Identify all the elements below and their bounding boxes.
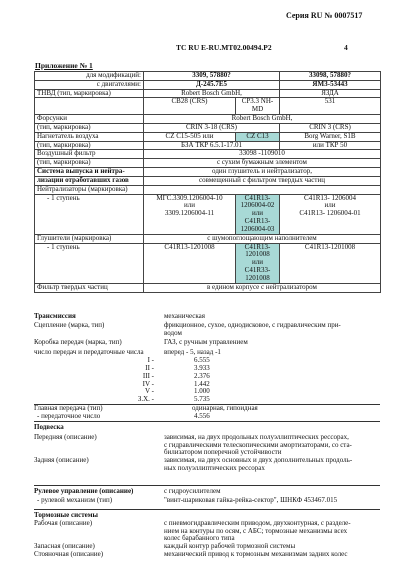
row-label: - 1 ступень: [35, 194, 144, 234]
row-label: Нейтрализаторы (маркировка): [35, 185, 144, 194]
engine-spec-table: [34, 71, 381, 293]
gearbox-value: ГАЗ, с ручным управлением: [164, 338, 248, 347]
gear-num: I -: [147, 356, 154, 365]
row-label: Система выпуска и нейтра-: [35, 168, 144, 177]
main-gear-label: Главная передача (тип): [34, 404, 103, 413]
main-ratio-value: 4.556: [194, 411, 210, 420]
steering-mech-label: - рулевой механизм (тип): [37, 495, 113, 504]
cell: 33098 -1109010: [144, 150, 381, 159]
gear-num: IV -: [142, 379, 154, 388]
row-label: (тип, маркировка): [35, 123, 144, 132]
gear-num: V -: [144, 387, 154, 396]
spare-brake-label: Запасная (описание): [34, 542, 95, 551]
cell: Robert Bosch GmbH,: [144, 115, 381, 124]
clutch-label: Сцепление (марка, тип): [34, 320, 105, 329]
certificate-number: ТС RU E-RU.MT02.00494.P2: [176, 43, 272, 52]
section-title: Рулевое управление (описание): [34, 487, 134, 495]
table-row: [35, 185, 381, 194]
table-row: [35, 72, 381, 81]
cell: ЯЗДА: [280, 89, 381, 98]
row-label: (тип, маркировка): [35, 159, 144, 168]
gearbox-label: Коробка передач (марка, тип): [34, 338, 122, 347]
table-row: [35, 234, 381, 243]
spare-brake-value: каждый контур рабочей тормозной системы: [164, 542, 296, 551]
gear-ratio: 6.555: [194, 356, 210, 365]
row-label: Форсунки: [35, 115, 144, 124]
row-label: [35, 98, 144, 115]
steering-mech-value: "винт-шариковая гайка-рейка-сектор", ШНКФ 453467.015: [164, 495, 338, 504]
main-gear-value: одинарная, гипоидная: [192, 404, 258, 413]
front-suspension-label: Передняя (описание): [34, 432, 97, 441]
row-label: Нагнетатель воздуха: [35, 132, 144, 141]
cell: CP3.3 NH-MD: [236, 98, 280, 115]
gear-ratio: 5.735: [194, 395, 210, 404]
table-row: [35, 176, 381, 185]
service-brake-value: с пневмогидравлическим приводом, двухконтурная, с разделе- нием на контуры по осям, с АБС; тормозные механизмы всех колес барабанного типа: [164, 518, 351, 543]
page-number: 4: [344, 43, 348, 52]
cell: CZ C15-505 или: [144, 132, 236, 141]
section-title: Трансмиссия: [34, 312, 76, 320]
table-row: [35, 243, 381, 283]
steering-section: [34, 485, 380, 505]
transmission-type: механическая: [164, 312, 205, 320]
cell: CRIN 3 (CRS): [280, 123, 381, 132]
cell: C41R13-1201008: [280, 243, 381, 283]
row-label: лизации отработавших газов: [35, 176, 144, 185]
cell: совмещенный с фильтром твердых частиц: [144, 176, 381, 185]
row-label: Воздушный фильтр: [35, 150, 144, 159]
row-label: Глушители (маркировка): [35, 234, 144, 243]
row-label: (тип, маркировка): [35, 141, 144, 150]
row-label: с двигателями:: [35, 80, 144, 89]
modification-a: 3309, 57880?: [144, 72, 280, 81]
engine-a: Д-245.7Е5: [144, 80, 280, 89]
gear-num: З.Х. -: [137, 395, 154, 404]
ratio-head: вперед - 5, назад -1: [164, 348, 221, 357]
table-row: [35, 132, 381, 141]
cell: или ТКР 50: [280, 141, 381, 150]
suspension-section: [34, 421, 380, 473]
gear-num: II -: [145, 363, 154, 372]
engine-b: ЯМЗ-53443: [280, 80, 381, 89]
table-row: [35, 283, 381, 292]
ratio-label: число передач и передаточные числа: [34, 348, 144, 357]
cell-highlight: C41R13- 1206004-02 или C41R13- 1206004-03: [236, 194, 280, 234]
row-label: - 1 ступень: [35, 243, 144, 283]
cell: с сухим бумажным элементом: [144, 159, 381, 168]
brakes-section: [34, 509, 380, 559]
cell: Borg Warner, S1B: [280, 132, 381, 141]
cell-highlight: CZ C13: [236, 132, 280, 141]
section-title: Тормозные системы: [34, 511, 99, 519]
cell: МГС.3309.1206004-10 или 3309.1206004-11: [144, 194, 236, 234]
rear-suspension-value: зависимая, на двух основных и двух дополнительных продоль- ных полуэллиптических рессорах: [164, 456, 353, 473]
gear-ratio: 1.000: [194, 387, 210, 396]
modification-b: 33098, 57880?: [280, 72, 381, 81]
parking-brake-label: Стояночная (описание): [34, 550, 104, 559]
gear-ratio: 2.376: [194, 371, 210, 380]
gear-list: [34, 357, 380, 404]
cell: CB28 (CRS): [144, 98, 236, 115]
service-brake-label: Рабочая (описание): [34, 518, 93, 527]
cell: один глушитель и нейтрализатор,: [144, 168, 381, 177]
gear-num: III -: [142, 371, 154, 380]
main-ratio-label: - передаточное число: [37, 411, 101, 420]
row-label: Фильтр твердых частиц: [35, 283, 144, 292]
cell: C41R13- 1206004 или C41R13- 1206004-01: [280, 194, 381, 234]
gear-ratio: 3.933: [194, 363, 210, 372]
front-suspension-value: зависимая, на двух продольных полуэллиптических рессорах, с гидравлическими телескопическими амортизаторами, со ста- билизатором поперечной устойчивости: [164, 432, 352, 457]
serial-number: Серия RU № 0007517: [286, 11, 363, 20]
row-label: ТНВД (тип, маркировка): [35, 89, 144, 98]
clutch-value: фрикционное, сухое, однодисковое, с гидравлическим при- водом: [164, 320, 341, 337]
rear-suspension-label: Задняя (описание): [34, 456, 89, 465]
cell: [144, 185, 381, 194]
table-row: [35, 98, 381, 115]
parking-brake-value: механический привод к тормозным механизмам задних колес: [164, 550, 348, 559]
transmission-section: [34, 313, 380, 421]
cell: с шумопоглощающим наполнителем: [144, 234, 381, 243]
table-row: [35, 80, 381, 89]
cell: C41R13-1201008: [144, 243, 236, 283]
section-title: Подвеска: [34, 423, 64, 431]
cell: Robert Bosch GmbH,: [144, 89, 280, 98]
cell: в едином корпусе с нейтрализатором: [144, 283, 381, 292]
appendix-title: Приложение № 1: [35, 61, 93, 70]
gear-ratio: 1.442: [194, 379, 210, 388]
table-row: [35, 194, 381, 234]
gear-row: [34, 396, 380, 404]
table-row: [35, 123, 381, 132]
steering-value: с гидроусилителем: [164, 487, 221, 495]
cell: 531: [280, 98, 381, 115]
cell: БЗА ТКР 6.5.1-17.01: [144, 141, 280, 150]
row-label: для модификаций:: [35, 72, 144, 81]
cell-highlight: C41R13- 1201008 или C41R33- 1201008: [236, 243, 280, 283]
cell: CRIN 3-18 (CRS): [144, 123, 280, 132]
